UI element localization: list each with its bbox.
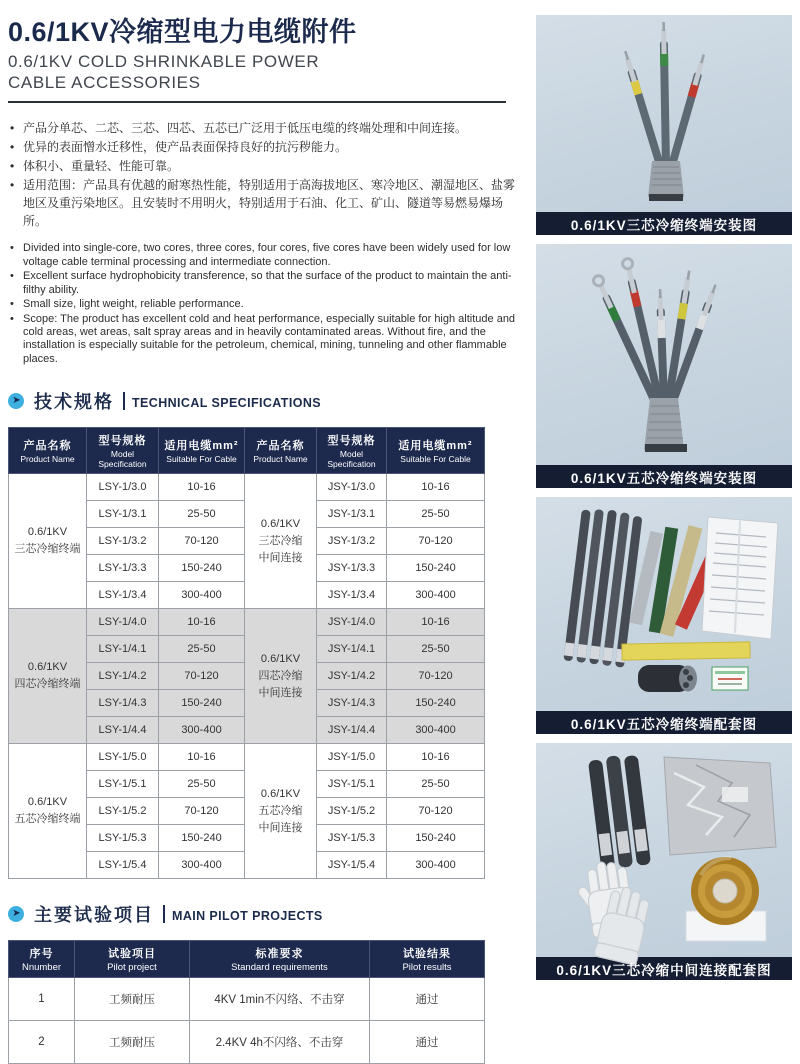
cable-cell: 70-120 [159,663,245,690]
model-cell: LSY-1/5.3 [87,825,159,852]
project-cell: 工频耐压 [75,1021,190,1064]
figure-caption: 0.6/1KV五芯冷缩终端配套图 [536,711,792,734]
col-header: 适用电缆mm² Suitable For Cable [159,428,245,474]
col-header: 序号 Nnumber [9,941,75,978]
cable-cell: 150-240 [159,555,245,582]
model-cell: LSY-1/5.0 [87,744,159,771]
cable-cell: 25-50 [159,501,245,528]
model-cell: LSY-1/4.3 [87,690,159,717]
model-cell: LSY-1/3.2 [87,528,159,555]
kit-joint-graphic [536,743,792,957]
model-cell: LSY-1/5.2 [87,798,159,825]
feature-item: • Divided into single-core, two cores, three cores, four cores, five cores have been widely used for low voltage cable terminal processing and intermediate connection. [10,242,516,269]
gloves [573,859,652,966]
model-cell: JSY-1/3.0 [317,474,387,501]
number-cell: 1 [9,978,75,1021]
model-cell: JSY-1/3.2 [317,528,387,555]
model-cell: JSY-1/4.4 [317,717,387,744]
cable-cell: 300-400 [159,717,245,744]
cable-cell: 70-120 [387,798,485,825]
cable-cell: 25-50 [387,501,485,528]
col-header: 型号规格 Model Specification [87,428,159,474]
cable-cell: 25-50 [387,636,485,663]
cable-cell: 10-16 [387,744,485,771]
col-header: 试验结果 Pilot results [370,941,485,978]
model-cell: JSY-1/5.4 [317,852,387,879]
yellow-strip [622,642,750,660]
product-name-cell: 0.6/1KV 四芯冷缩 中间连接 [245,609,317,744]
label-card [712,667,748,690]
model-cell: LSY-1/5.1 [87,771,159,798]
figure-caption: 0.6/1KV三芯冷缩终端安装图 [536,212,792,235]
product-name-cell: 0.6/1KV 三芯冷缩 中间连接 [245,474,317,609]
spec-header-row [9,428,485,474]
pilot-table [8,940,485,1064]
feature-item: • Excellent surface hydrophobicity transference, so that the surface of the product to maintain the anti-filthy ability. [10,270,516,297]
number-cell: 2 [9,1021,75,1064]
subtitle-line-2: CABLE ACCESSORIES [8,72,201,92]
figure-5core-termination [536,244,792,488]
figure-5core-kit [536,497,792,734]
result-cell: 通过 [370,978,485,1021]
model-cell: JSY-1/5.2 [317,798,387,825]
model-cell: JSY-1/5.0 [317,744,387,771]
project-cell: 工频耐压 [75,978,190,1021]
cable-cell: 25-50 [387,771,485,798]
col-header: 产品名称 Product Name [245,428,317,474]
feature-list-en [8,242,516,366]
spec-row [9,474,485,501]
feature-item: • Small size, light weight, reliable performance. [10,298,516,311]
cable-cell: 10-16 [159,474,245,501]
pilot-row [9,1021,485,1064]
model-cell: LSY-1/4.2 [87,663,159,690]
cable-cell: 150-240 [387,690,485,717]
section-title-en: MAIN PILOT PROJECTS [172,908,323,923]
result-cell: 通过 [370,1021,485,1064]
section-divider [163,905,165,923]
figure-column [536,0,792,986]
product-name-cell: 0.6/1KV 三芯冷缩终端 [9,474,87,609]
section-header-pilot [8,901,516,927]
figure-photo [536,15,792,212]
model-cell: JSY-1/5.3 [317,825,387,852]
model-cell: JSY-1/3.1 [317,501,387,528]
section-title-cn: 技术规格 [34,392,114,413]
cable-cell: 300-400 [159,852,245,879]
cable-cell: 70-120 [159,798,245,825]
model-cell: JSY-1/4.1 [317,636,387,663]
col-header: 标准要求 Standard requirements [190,941,370,978]
model-cell: JSY-1/4.3 [317,690,387,717]
figure-3core-joint-kit [536,743,792,980]
model-cell: LSY-1/3.0 [87,474,159,501]
subtitle-line-1: 0.6/1KV COLD SHRINKABLE POWER [8,52,320,71]
feature-item: • 产品分单芯、二芯、三芯、四芯、五芯已广泛用于低压电缆的终端处理和中间连接。 [10,119,516,137]
section-divider [123,392,125,410]
cable-cell: 70-120 [159,528,245,555]
cable-5core-graphic [536,244,792,465]
section-title-en: TECHNICAL SPECIFICATIONS [132,395,322,410]
arrow-circle-icon: ➤ [8,906,24,922]
product-name-cell: 0.6/1KV 五芯冷缩 中间连接 [245,744,317,879]
model-cell: LSY-1/4.1 [87,636,159,663]
section-title-cn: 主要试验项目 [34,905,154,926]
product-name-cell: 0.6/1KV 五芯冷缩终端 [9,744,87,879]
cable-cell: 300-400 [387,717,485,744]
model-cell: JSY-1/4.2 [317,663,387,690]
feature-item: • Scope: The product has excellent cold and heat performance, especially suitable for high altitude and cold areas, wet areas, salt spray areas and in heavily contaminated areas. Without fire, and the installation is especially suitable for the petroleum, chemical, mining, tunneling and other flammable places. [10,313,516,367]
termination-boot [644,398,687,452]
pilot-header-row [9,941,485,978]
cable-3core-graphic [536,15,792,212]
requirement-cell: 4KV 1min不闪络、不击穿 [190,978,370,1021]
foil-bag [664,757,776,855]
page-title: 0.6/1KV冷缩型电力电缆附件 [8,17,357,47]
page-subtitle [8,52,516,93]
cable-cell: 300-400 [159,582,245,609]
figure-photo [536,244,792,465]
col-header: 适用电缆mm² Suitable For Cable [387,428,485,474]
model-cell: LSY-1/3.1 [87,501,159,528]
cable-cell: 70-120 [387,663,485,690]
feature-item: • 体积小、重量轻、性能可靠。 [10,157,516,175]
product-name-cell: 0.6/1KV 四芯冷缩终端 [9,609,87,744]
model-cell: LSY-1/4.4 [87,717,159,744]
model-cell: JSY-1/3.4 [317,582,387,609]
cable-cell: 150-240 [387,825,485,852]
joint-tubes [588,753,651,870]
tape-roll [686,857,766,941]
cable-cell: 10-16 [387,474,485,501]
spec-row [9,609,485,636]
cable-cell: 10-16 [159,744,245,771]
requirement-cell: 2.4KV 4h不闪络、不击穿 [190,1021,370,1064]
kit-5core-graphic [536,497,792,711]
section-header-specs [8,388,516,414]
cable-cell: 70-120 [387,528,485,555]
model-cell: LSY-1/4.0 [87,609,159,636]
model-cell: LSY-1/3.4 [87,582,159,609]
cable-1 [592,274,661,408]
model-cell: JSY-1/5.1 [317,771,387,798]
spec-table [8,427,485,879]
spec-row [9,744,485,771]
col-header: 型号规格 Model Specification [317,428,387,474]
figure-caption: 0.6/1KV五芯冷缩终端安装图 [536,465,792,488]
cable-cell: 10-16 [159,609,245,636]
col-header: 产品名称 Product Name [9,428,87,474]
cable-cell: 300-400 [387,582,485,609]
instruction-sheet [702,517,778,639]
cable-cell: 150-240 [159,690,245,717]
cable-cell: 10-16 [387,609,485,636]
model-cell: LSY-1/5.4 [87,852,159,879]
cable-cell: 150-240 [159,825,245,852]
termination-body [638,665,697,692]
termination-boot [648,161,684,201]
model-cell: LSY-1/3.3 [87,555,159,582]
figure-photo [536,497,792,711]
figure-photo [536,743,792,957]
title-divider [8,101,506,103]
model-cell: JSY-1/3.3 [317,555,387,582]
model-cell: JSY-1/4.0 [317,609,387,636]
cable-right [668,53,708,168]
cable-left [621,50,664,168]
figure-caption: 0.6/1KV三芯冷缩中间连接配套图 [536,957,792,980]
col-header: 试验项目 Pilot project [75,941,190,978]
figure-3core-termination [536,15,792,235]
feature-item: • 适用范围：产品具有优越的耐寒热性能，特别适用于高海拔地区、寒冷地区、潮湿地区、盐雾地区及重污染地区。且安装时不用明火，特别适用于石油、化工、矿山、隧道等易燃易爆场所。 [10,176,516,230]
cable-middle [660,22,671,167]
cable-cell: 150-240 [387,555,485,582]
cable-cell: 25-50 [159,771,245,798]
feature-list-cn [8,119,516,230]
arrow-circle-icon: ➤ [8,393,24,409]
cable-cell: 300-400 [387,852,485,879]
feature-item: • 优异的表面憎水迁移性，使产品表面保持良好的抗污秽能力。 [10,138,516,156]
cable-cell: 25-50 [159,636,245,663]
pilot-row [9,978,485,1021]
